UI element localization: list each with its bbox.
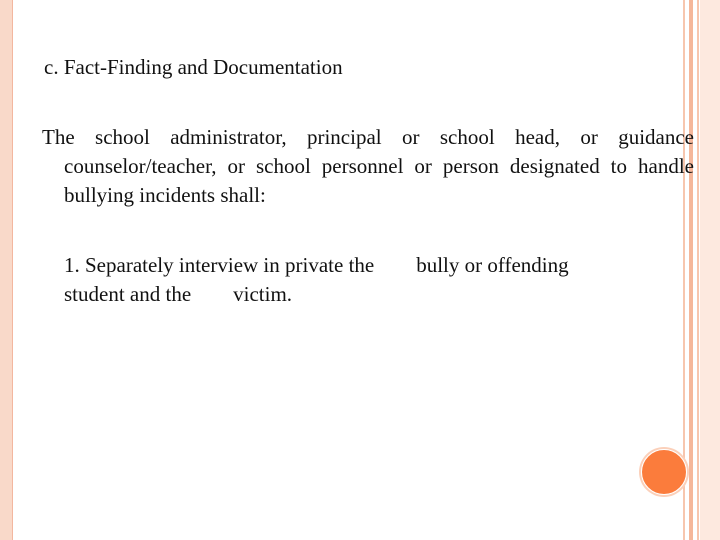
right-decorative-line [697,0,699,540]
list-item-line-1: 1. Separately interview in private the bully or offending [64,253,569,277]
right-decorative-line [689,0,693,540]
left-decorative-band [0,0,13,540]
orange-circle-icon [641,449,687,495]
list-item [64,251,664,309]
list-item-line-2: student and the victim. [64,282,293,306]
right-decorative-fill [700,0,720,540]
body-paragraph: The school administrator, principal or school head, or guidance counselor/teacher, or school personnel or person designated to handle bullying incidents shall: [42,125,694,207]
section-heading: c. Fact-Finding and Documentation [44,55,343,79]
